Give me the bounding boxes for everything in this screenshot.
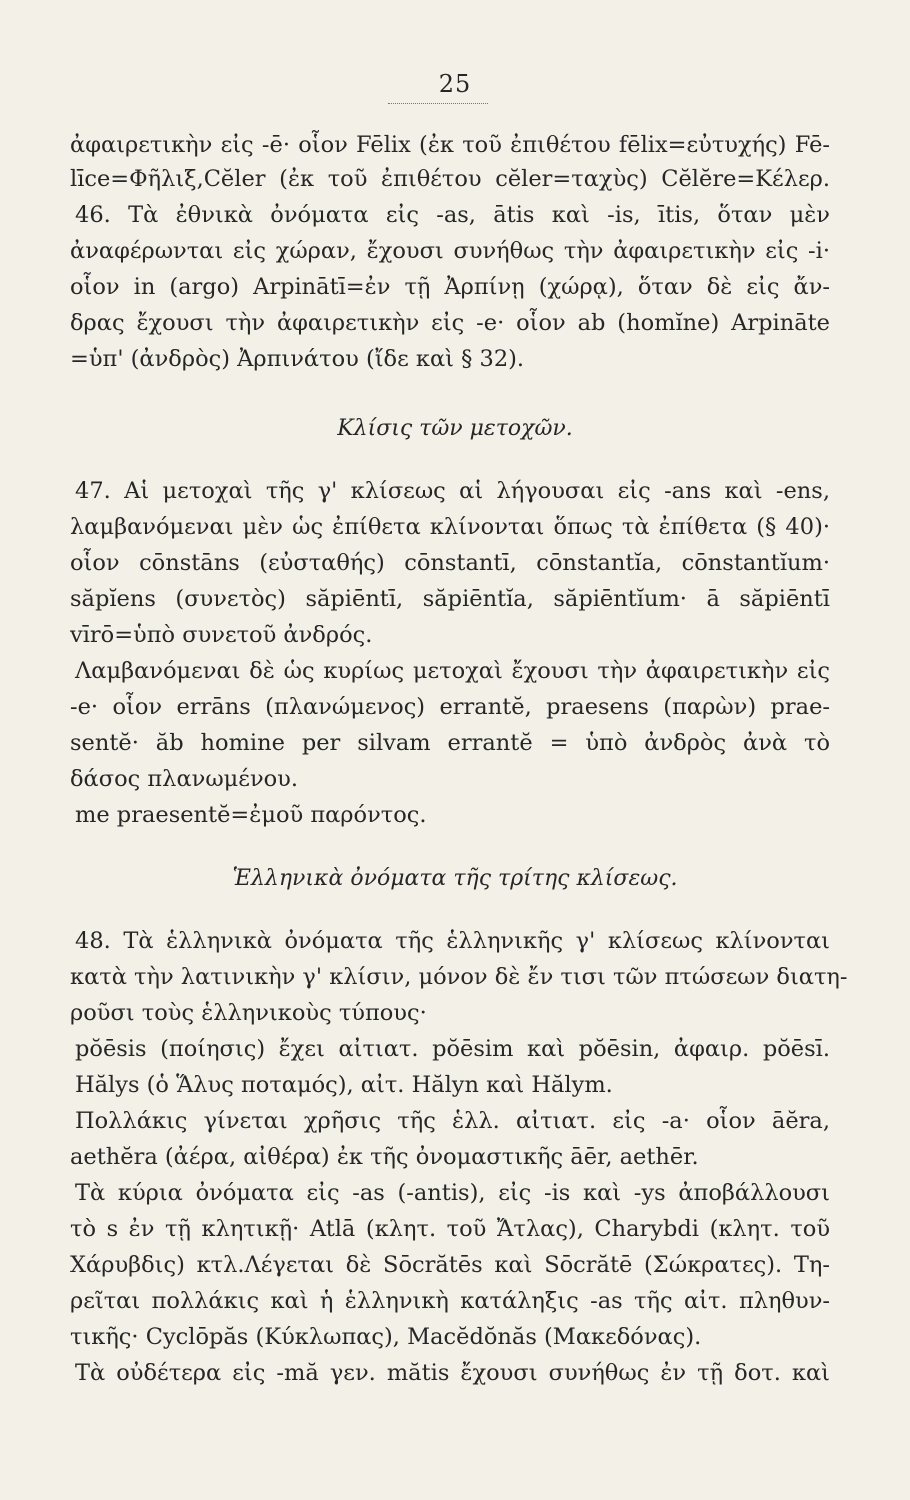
paragraph-48-start: 48. Τὰ ἑλληνικὰ ὀνόματα τῆς ἑλληνικῆς γ' κλίσεως κλίνονται xyxy=(75,928,830,954)
page-number: 25 xyxy=(438,70,472,98)
text-line: ἀφαιρετικὴν εἰς -ē· οἷον Fēlix (ἐκ τοῦ ἐπιθέτου fēlix=εὐτυχής) Fē- xyxy=(70,132,830,158)
text-line: τὸ s ἐν τῇ κλητικῇ· Atlā (κλητ. τοῦ Ἄτλας), Charybdi (κλητ. τοῦ xyxy=(70,1216,830,1242)
text-line: Hălys (ὁ Ἅλυς ποταμός), αἰτ. Hălyn καὶ Hălym. xyxy=(75,1072,613,1098)
text-line: δρας ἔχουσι τὴν ἀφαιρετικὴν εἰς -e· οἷον ab (homĭne) Arpināte xyxy=(70,310,830,336)
paragraph-47-start: 47. Αἱ μετοχαὶ τῆς γ' κλίσεως αἱ λήγουσαι εἰς -ans καὶ -ens, xyxy=(75,478,830,504)
text-line: Χάρυβδις) κτλ.Λέγεται δὲ Sōcrătēs καὶ Sōcrătē (Σώκρατες). Τη- xyxy=(70,1252,830,1278)
text-line: οἷον in (argo) Arpinātī=ἐν τῇ Ἀρπίνῃ (χώρᾳ), ὅταν δὲ εἰς ἄν- xyxy=(70,274,830,300)
text-line: sentĕ· ăb homine per silvam errantĕ = ὑπὸ ἀνδρὸς ἀνὰ τὸ xyxy=(70,730,830,756)
section-heading-greek-nouns: Ἑλληνικὰ ὀνόματα τῆς τρίτης κλίσεως. xyxy=(232,866,678,891)
text-line: vīrō=ὑπὸ συνετοῦ ἀνδρός. xyxy=(70,622,373,648)
text-line: οἷον cōnstāns (εὐσταθής) cōnstantī, cōnstantĭa, cōnstantĭum· xyxy=(70,550,830,576)
section-heading-participles: Κλίσις τῶν μετοχῶν. xyxy=(337,416,573,441)
text-line: -e· οἷον errāns (πλανώμενος) errantĕ, praesens (παρὼν) prae- xyxy=(70,694,830,720)
text-line: Πολλάκις γίνεται χρῆσις τῆς ἑλλ. αἰτιατ. εἰς -a· οἷον āĕra, xyxy=(75,1108,830,1134)
text-line: ρεῖται πολλάκις καὶ ἡ ἑλληνικὴ κατάληξις -as τῆς αἰτ. πληθυν- xyxy=(70,1288,830,1314)
text-line: săpĭens (συνετὸς) săpiēntī, săpiēntĭa, săpiēntĭum· ā săpiēntī xyxy=(70,586,830,612)
text-line: Λαμβανόμεναι δὲ ὡς κυρίως μετοχαὶ ἔχουσι τὴν ἀφαιρετικὴν εἰς xyxy=(75,658,830,684)
text-line: aethĕra (ἀέρα, αἰθέρα) ἐκ τῆς ὀνομαστικῆς āēr, aethēr. xyxy=(70,1144,699,1170)
text-line: ἀναφέρωνται εἰς χώραν, ἔχουσι συνήθως τὴν ἀφαιρετικὴν εἰς -i· xyxy=(70,238,830,264)
text-line: λαμβανόμεναι μὲν ὡς ἐπίθετα κλίνονται ὅπως τὰ ἐπίθετα (§ 40)· xyxy=(70,514,830,540)
text-line: κατὰ τὴν λατινικὴν γ' κλίσιν, μόνον δὲ ἔν τισι τῶν πτώσεων διατη- xyxy=(70,964,848,990)
text-line: pŏēsis (ποίησις) ἔχει αἰτιατ. pŏēsim καὶ pŏēsin, ἀφαιρ. pŏēsī. xyxy=(75,1036,830,1062)
text-line: me praesentĕ=ἐμοῦ παρόντος. xyxy=(75,802,427,828)
text-line: Τὰ οὐδέτερα εἰς -mă γεν. mătis ἔχουσι συνήθως ἐν τῇ δοτ. καὶ xyxy=(75,1360,830,1386)
text-line: ροῦσι τοὺς ἑλληνικοὺς τύπους· xyxy=(70,1000,427,1026)
paragraph-46-start: 46. Τὰ ἐθνικὰ ὀνόματα εἰς -as, ātis καὶ -is, ītis, ὅταν μὲν xyxy=(75,202,830,228)
page-number-rule xyxy=(388,103,488,104)
text-line: Τὰ κύρια ὀνόματα εἰς -as (-antis), εἰς -is καὶ -ys ἀποβάλλουσι xyxy=(75,1180,830,1206)
text-line: τικῆς· Cyclōpăs (Κύκλωπας), Macĕdŏnăs (Μακεδόνας). xyxy=(70,1324,702,1350)
text-line: =ὑπ' (ἀνδρὸς) Ἀρπινάτου (ἴδε καὶ § 32). xyxy=(70,346,525,372)
text-line: δάσος πλανωμένου. xyxy=(70,766,298,792)
text-line: līce=Φῆλιξ,Cĕler (ἐκ τοῦ ἐπιθέτου cĕler=ταχὺς) Cĕlĕre=Κέλερ. xyxy=(70,166,830,192)
